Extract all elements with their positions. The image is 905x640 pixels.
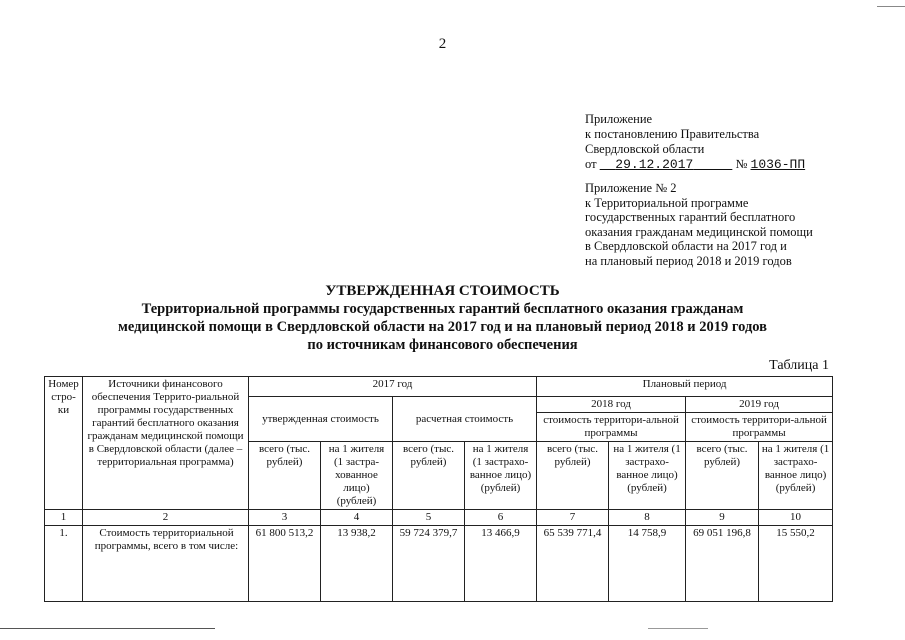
top-edge-rule: [877, 6, 905, 7]
header-sources: Источники финансового обеспечения Террито-риальной программы государственных гарантий бесплатного оказания гражданам медицинской помощи в Свердловской области (далее – территориальная программа): [83, 377, 249, 510]
header-cost-program-2018: стоимость территори-альной программы: [537, 413, 686, 442]
row-label: Стоимость территориальной программы, всего в том числе:: [83, 526, 249, 602]
table-row: [45, 526, 833, 602]
header-approved-cost: утвержденная стоимость: [249, 397, 393, 442]
subtitle-line: по источникам финансового обеспечения: [307, 337, 578, 353]
header-total: всего (тыс. рублей): [686, 442, 759, 510]
cost-table: [44, 376, 833, 602]
cell-value: 59 724 379,7: [393, 526, 465, 602]
column-number: 9: [686, 510, 759, 526]
column-number: 2: [83, 510, 249, 526]
cell-value: 69 051 196,8: [686, 526, 759, 602]
appendix2-line: в Свердловской области на 2017 год и: [585, 239, 787, 253]
document-subtitle: [0, 300, 885, 354]
appendix2-line: государственных гарантий бесплатного: [585, 210, 796, 224]
page-number: 2: [438, 36, 447, 52]
column-number: 6: [465, 510, 537, 526]
subtitle-line: медицинской помощи в Свердловской области на 2017 год и на плановый период 2018 и 2019 годов: [117, 319, 768, 335]
footer-mark: [648, 628, 708, 629]
resolution-date-line: [585, 157, 805, 172]
table-label: Таблица 1: [769, 358, 829, 373]
appendix-line: к постановлению Правительства: [585, 127, 760, 141]
document-title: УТВЕРЖДЕННАЯ СТОИМОСТЬ: [325, 283, 560, 299]
cell-value: 14 758,9: [609, 526, 686, 602]
header-2017: 2017 год: [249, 377, 537, 397]
date-prefix: от: [585, 157, 597, 171]
header-per-capita: на 1 жителя (1 застрахо-ванное лицо) (рублей): [609, 442, 686, 510]
appendix2-line: оказания гражданам медицинской помощи: [585, 224, 813, 239]
appendix-line: Свердловской области: [585, 142, 705, 156]
column-number: 1: [45, 510, 83, 526]
column-number: 7: [537, 510, 609, 526]
subtitle-line: Территориальной программы государственных гарантий бесплатного оказания гражданам: [141, 301, 744, 317]
appendix2-header: [585, 181, 813, 268]
header-2019: 2019 год: [686, 397, 833, 413]
header-total: всего (тыс. рублей): [537, 442, 609, 510]
appendix2-line: на плановый период 2018 и 2019 годов: [585, 253, 792, 268]
column-number: 5: [393, 510, 465, 526]
header-total: всего (тыс. рублей): [393, 442, 465, 510]
appendix2-line: к Территориальной программе: [585, 195, 749, 210]
resolution-date: 29.12.2017: [615, 157, 694, 172]
cell-value: 15 550,2: [759, 526, 833, 602]
header-per-capita: на 1 жителя (1 застрахо-ванное лицо) (рублей): [759, 442, 833, 510]
appendix-line: Приложение: [585, 112, 653, 126]
header-row-number: Номер стро-ки: [45, 377, 83, 510]
header-2018: 2018 год: [537, 397, 686, 413]
column-number: 10: [759, 510, 833, 526]
header-planned-period: Плановый период: [537, 377, 833, 397]
header-total: всего (тыс. рублей): [249, 442, 321, 510]
header-calculated-cost: расчетная стоимость: [393, 397, 537, 442]
appendix-header: [585, 112, 805, 172]
row-number: 1.: [45, 526, 83, 602]
header-cost-program-2019: стоимость территори-альной программы: [686, 413, 833, 442]
cell-value: 13 466,9: [465, 526, 537, 602]
footer-rule: [0, 628, 215, 629]
header-per-capita: на 1 жителя (1 застрахо-ванное лицо) (рублей): [465, 442, 537, 510]
column-number: 4: [321, 510, 393, 526]
cell-value: 65 539 771,4: [537, 526, 609, 602]
column-number: 8: [609, 510, 686, 526]
resolution-number: 1036-ПП: [750, 157, 806, 172]
number-prefix: №: [735, 157, 748, 171]
column-number: 3: [249, 510, 321, 526]
appendix2-line: Приложение № 2: [585, 181, 677, 195]
cell-value: 61 800 513,2: [249, 526, 321, 602]
cell-value: 13 938,2: [321, 526, 393, 602]
header-per-capita: на 1 жителя (1 застра-хованное лицо) (рублей): [321, 442, 393, 510]
